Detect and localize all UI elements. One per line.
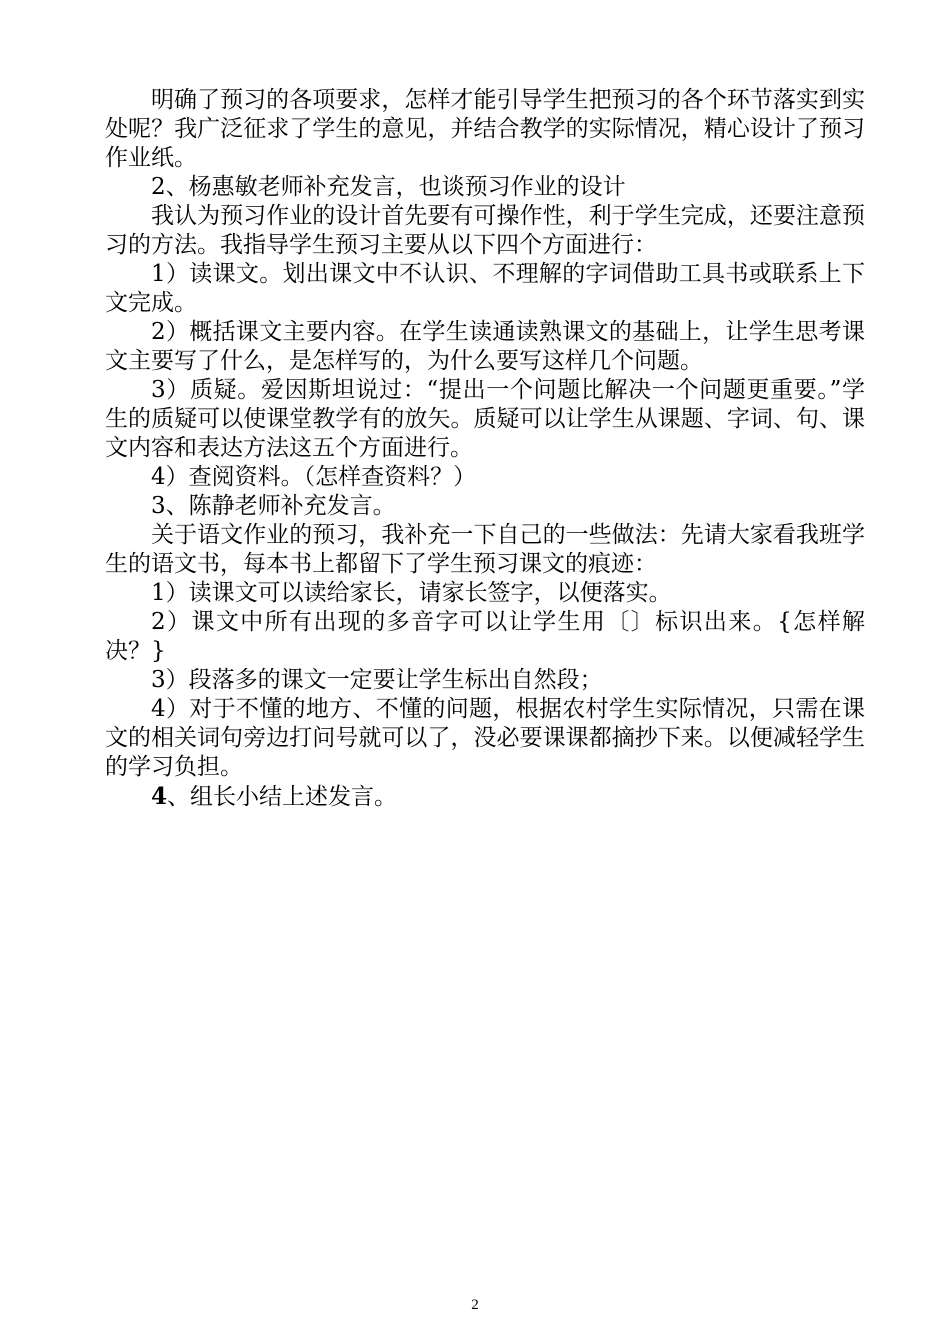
paragraph-yang-heading: 2、杨惠敏老师补充发言，也谈预习作业的设计 (151, 174, 626, 200)
page-number: 2 (471, 1297, 479, 1313)
paragraph-chen-speech: 关于语文作业的预习，我补充一下自己的一些做法：先请大家看我班学生的语文书，每本书上都留下了学生预习课文的痕迹： (105, 522, 865, 577)
paragraph-yang-item-4: 4）查阅资料。（怎样查资料？） (151, 464, 477, 490)
summary-text: 、组长小结上述发言。 (167, 784, 398, 810)
paragraph-yang-item-3: 3）质疑。爱因斯坦说过：“提出一个问题比解决一个问题更重要。”学生的质疑可以使课堂教学有的放矢。质疑可以让学生从课题、字词、句、课文内容和表达方法这五个方面进行。 (105, 377, 865, 461)
document-body (105, 86, 865, 812)
paragraph-preview-intro: 明确了预习的各项要求，怎样才能引导学生把预习的各个环节落实到实处呢？我广泛征求了学生的意见，并结合教学的实际情况，精心设计了预习作业纸。 (105, 87, 865, 171)
paragraph-yang-speech: 我认为预习作业的设计首先要有可操作性，利于学生完成，还要注意预习的方法。我指导学生预习主要从以下四个方面进行： (105, 203, 865, 258)
paragraph-chen-item-4: 4）对于不懂的地方、不懂的问题，根据农村学生实际情况，只需在课文的相关词句旁边打问号就可以了，没必要课课都摘抄下来。以便减轻学生的学习负担。 (105, 696, 865, 780)
paragraph-yang-item-2: 2）概括课文主要内容。在学生读通读熟课文的基础上，让学生思考课文主要写了什么，是怎样写的，为什么要写这样几个问题。 (105, 319, 865, 374)
paragraph-chen-item-3: 3）段落多的课文一定要让学生标出自然段； (151, 667, 603, 693)
summary-number: 4 (151, 783, 168, 810)
paragraph-chen-item-1: 1）读课文可以读给家长，请家长签字，以便落实。 (151, 580, 672, 606)
paragraph-chen-item-2: 2）课文中所有出现的多音字可以让学生用〔〕标识出来。{怎样解决？} (105, 609, 865, 664)
paragraph-summary-heading (105, 782, 865, 812)
paragraph-yang-item-1: 1）读课文。划出课文中不认识、不理解的字词借助工具书或联系上下文完成。 (105, 261, 865, 316)
paragraph-chen-heading: 3、陈静老师补充发言。 (151, 493, 396, 519)
